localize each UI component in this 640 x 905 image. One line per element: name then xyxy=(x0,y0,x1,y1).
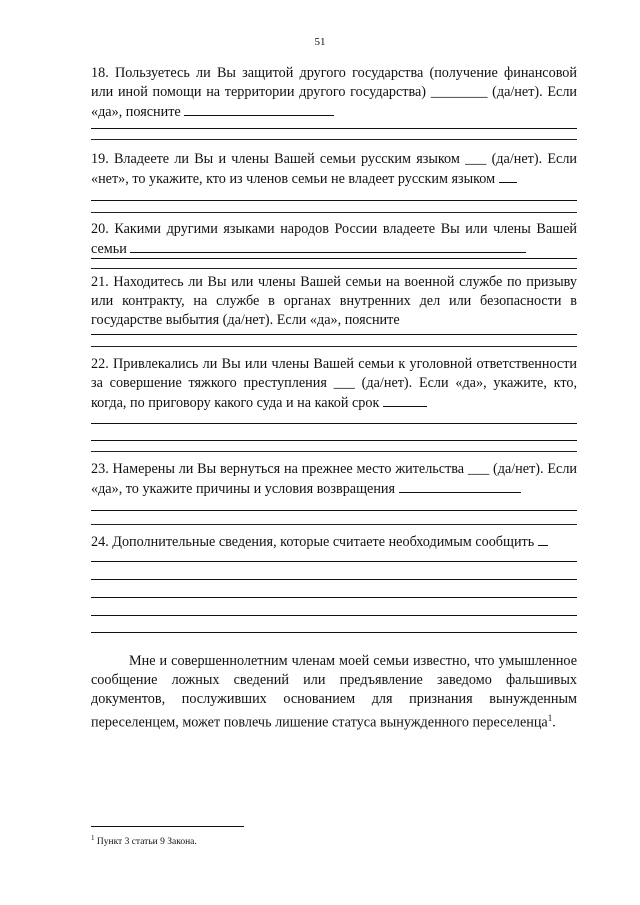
question-20-text: 20. Какими другими языками народов России владеете Вы или члены Вашей семьи xyxy=(91,221,577,257)
question-20 xyxy=(91,220,577,259)
page-number: 51 xyxy=(314,36,326,48)
section-separator xyxy=(91,524,577,525)
question-19-text: 19. Владеете ли Вы и члены Вашей семьи русским языком ___ (да/нет). Если «нет», то укажите, кто из членов семьи не владеет русским языком xyxy=(91,151,577,187)
question-24-answer-field[interactable] xyxy=(538,532,548,546)
footnote xyxy=(91,834,197,847)
question-18-answer-field[interactable] xyxy=(184,102,334,116)
question-22-answer-field[interactable] xyxy=(383,393,427,407)
question-19 xyxy=(91,150,577,189)
question-24 xyxy=(91,532,577,552)
answer-line[interactable] xyxy=(91,200,577,201)
answer-line[interactable] xyxy=(91,632,577,633)
footnote-mark: 1 xyxy=(91,834,95,842)
answer-line[interactable] xyxy=(91,510,577,511)
footnote-reference: 1 xyxy=(547,713,553,723)
question-24-text: 24. Дополнительные сведения, которые считаете необходимым сообщить xyxy=(91,534,535,550)
question-19-answer-field[interactable] xyxy=(499,169,517,183)
question-20-answer-field[interactable] xyxy=(130,239,526,253)
section-separator xyxy=(91,268,577,269)
question-23-answer-field[interactable] xyxy=(399,479,521,493)
answer-line[interactable] xyxy=(91,423,577,424)
section-separator xyxy=(91,212,577,213)
question-18-text: 18. Пользуетесь ли Вы защитой другого государства (получение финансовой или иной помощи на территории другого государства) ________ (да/нет). Если «да», поясните xyxy=(91,65,577,120)
question-21 xyxy=(91,273,577,330)
question-18 xyxy=(91,64,577,122)
question-22 xyxy=(91,355,577,413)
answer-line[interactable] xyxy=(91,597,577,598)
declaration-text: Мне и совершеннолетним членам моей семьи известно, что умышленное сообщение ложных сведений или предъявление заведомо фальшивых документов, послуживших основанием для признания вынужденным переселенцем, может повлечь лишение статуса вынужденного переселенца xyxy=(91,653,577,731)
answer-line[interactable] xyxy=(91,615,577,616)
section-separator xyxy=(91,346,577,347)
section-separator xyxy=(91,139,577,140)
footnote-separator xyxy=(91,826,244,827)
answer-line[interactable] xyxy=(91,258,577,259)
answer-line[interactable] xyxy=(91,579,577,580)
answer-line[interactable] xyxy=(91,334,577,335)
answer-line[interactable] xyxy=(91,440,577,441)
answer-line[interactable] xyxy=(91,561,577,562)
answer-line[interactable] xyxy=(91,128,577,129)
question-22-text: 22. Привлекались ли Вы или члены Вашей семьи к уголовной ответственности за совершение тяжкого преступления ___ (да/нет). Если «да», укажите, кто, когда, по приговору какого суда и на какой срок xyxy=(91,356,577,411)
declaration-paragraph: Мне и совершеннолетним членам моей семьи известно, что умышленное сообщение ложных сведений или предъявление заведомо фальшивых документов, послуживших основанием для признания вынужденным переселенцем, может повлечь лишение статуса вынужденного переселенца$^1$. xyxy=(91,653,577,731)
section-separator xyxy=(91,451,577,452)
question-23 xyxy=(91,460,577,499)
footnote-text: Пункт 3 статьи 9 Закона. xyxy=(96,837,197,848)
question-21-text: 21. Находитесь ли Вы или члены Вашей семьи на военной службе по призыву или контракту, на службе в органах внутренних дел или безопасности в государстве выбытия (да/нет). Если «да», поясните xyxy=(91,274,577,328)
question-23-text: 23. Намерены ли Вы вернуться на прежнее место жительства ___ (да/нет). Если «да», то укажите причины и условия возвращения xyxy=(91,461,577,497)
